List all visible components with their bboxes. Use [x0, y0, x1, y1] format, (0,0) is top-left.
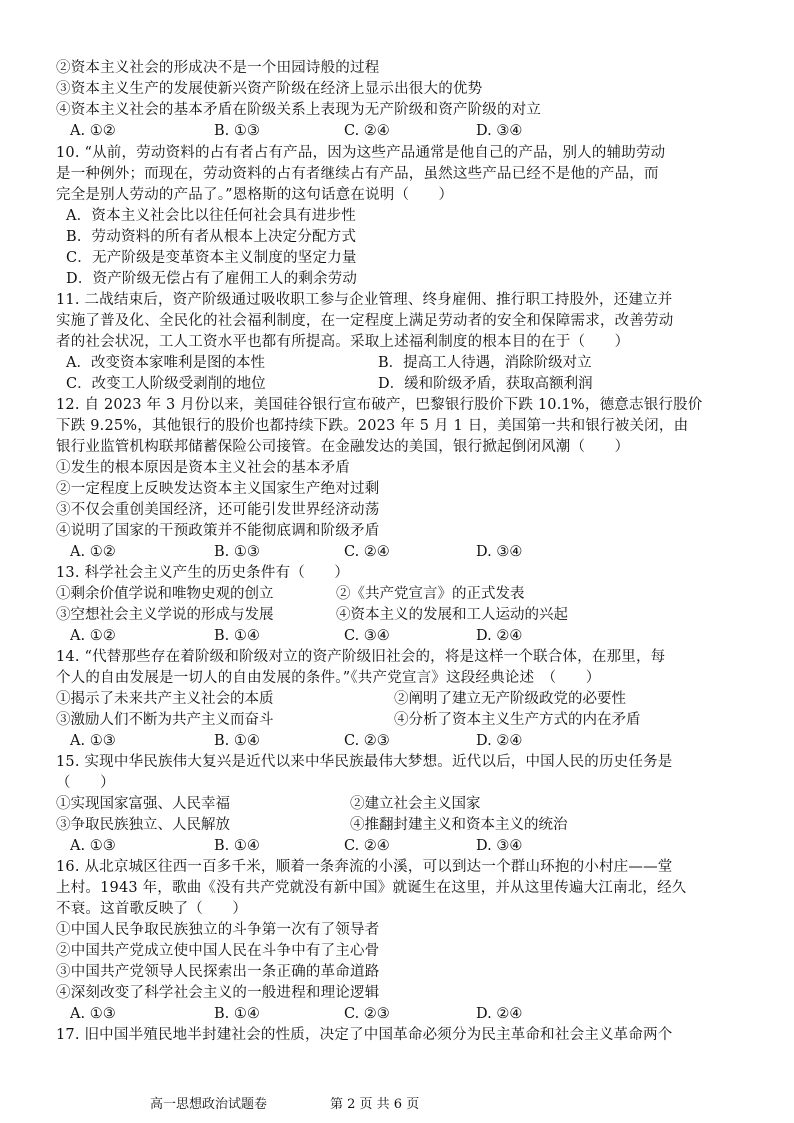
- q14-option-b[interactable]: B. ①④: [214, 733, 260, 749]
- q13-option-c[interactable]: C. ③④: [344, 628, 390, 644]
- q9-item-3: ③资本主义生产的发展使新兴资产阶级在经济上显示出很大的优势: [56, 81, 483, 97]
- q15-item-4: ④推翻封建主义和资本主义的统治: [350, 817, 568, 833]
- q12-stem-line-1: 12. 自 2023 年 3 月份以来，美国硅谷银行宣布破产，巴黎银行股价下跌 10.1%，德意志银行股价: [56, 397, 703, 413]
- q9-option-a[interactable]: A. ①②: [70, 123, 116, 139]
- q13-item-2: ②《共产党宣言》的正式发表: [336, 586, 525, 602]
- q10-stem-line-3: 完全是别人劳动的产品了。”恩格斯的这句话意在说明（ ）: [56, 187, 454, 203]
- q16-option-c[interactable]: C. ②③: [344, 1006, 390, 1022]
- q14-item-1: ①揭示了未来共产主义社会的本质: [56, 691, 274, 707]
- q16-item-1: ①中国人民争取民族独立的斗争第一次有了领导者: [56, 922, 380, 938]
- q13-stem: 13. 科学社会主义产生的历史条件有（ ）: [56, 565, 350, 581]
- q11-option-b[interactable]: B．提高工人待遇，消除阶级对立: [378, 355, 592, 371]
- q13-option-a[interactable]: A. ①②: [70, 628, 116, 644]
- q16-stem-line-1: 16. 从北京城区往西一百多千米，顺着一条奔流的小溪，可以到达一个群山环抱的小村庄——堂: [56, 859, 673, 875]
- q14-option-d[interactable]: D. ②④: [476, 733, 523, 749]
- q12-stem-line-2: 下跌 9.25%，其他银行的股价也都持续下跌。2023 年 5 月 1 日，美国第一共和银行被关闭，由: [56, 418, 689, 434]
- q12-option-b[interactable]: B. ①③: [214, 544, 260, 560]
- q11-option-c[interactable]: C．改变工人阶级受剥削的地位: [66, 376, 266, 392]
- q14-option-c[interactable]: C. ②③: [344, 733, 390, 749]
- q12-option-c[interactable]: C. ②④: [344, 544, 390, 560]
- q10-option-d[interactable]: D．资产阶级无偿占有了雇佣工人的剩余劳动: [66, 271, 358, 287]
- q15-option-c[interactable]: C. ②④: [344, 838, 390, 854]
- q15-option-b[interactable]: B. ①④: [214, 838, 260, 854]
- q16-item-3: ③中国共产党领导人民探索出一条正确的革命道路: [56, 964, 380, 980]
- q14-option-a[interactable]: A. ①③: [70, 733, 116, 749]
- q13-item-4: ④资本主义的发展和工人运动的兴起: [336, 607, 568, 623]
- footer-exam-title: 高一思想政治试题卷: [150, 1097, 268, 1112]
- q14-item-4: ④分析了资本主义生产方式的内在矛盾: [394, 712, 641, 728]
- q15-stem-line-1: 15. 实现中华民族伟大复兴是近代以来中华民族最伟大梦想。近代以后，中国人民的历史任务是: [56, 754, 673, 770]
- q16-item-4: ④深刻改变了科学社会主义的一般进程和理论逻辑: [56, 985, 380, 1001]
- q13-item-3: ③空想社会主义学说的形成与发展: [56, 607, 274, 623]
- q14-stem-line-2: 个人的自由发展是一切人的自由发展的条件。”《共产党宣言》这段经典论述 （ ）: [56, 670, 601, 686]
- q9-option-b[interactable]: B. ①③: [214, 123, 260, 139]
- q17-stem: 17. 旧中国半殖民地半封建社会的性质，决定了中国革命必须分为民主革命和社会主义革命两个: [56, 1027, 673, 1043]
- q10-option-c[interactable]: C．无产阶级是变革资本主义制度的坚定力量: [66, 250, 357, 266]
- q10-stem-line-1: 10. “从前，劳动资料的占有者占有产品，因为这些产品通常是他自己的产品，别人的辅助劳动: [56, 145, 666, 161]
- q11-option-a[interactable]: A．改变资本家唯利是图的本性: [66, 355, 265, 371]
- q11-option-d[interactable]: D．缓和阶级矛盾，获取高额利润: [378, 376, 593, 392]
- q14-stem-line-1: 14. “代替那些存在着阶级和阶级对立的资产阶级旧社会的，将是这样一个联合体，在那里，每: [56, 649, 666, 665]
- q12-item-2: ②一定程度上反映发达资本主义国家生产绝对过剩: [56, 481, 380, 497]
- q11-stem-line-1: 11. 二战结束后，资产阶级通过吸收职工参与企业管理、终身雇佣、推行职工持股外，还建立并: [56, 292, 673, 308]
- q16-option-a[interactable]: A. ①③: [70, 1006, 116, 1022]
- q13-option-d[interactable]: D. ②④: [476, 628, 523, 644]
- q15-item-3: ③争取民族独立、人民解放: [56, 817, 230, 833]
- q10-option-a[interactable]: A．资本主义社会比以往任何社会具有进步性: [66, 208, 356, 224]
- q13-option-b[interactable]: B. ①④: [214, 628, 260, 644]
- q9-item-2: ②资本主义社会的形成决不是一个田园诗般的过程: [56, 60, 380, 76]
- q14-item-2: ②阐明了建立无产阶级政党的必要性: [394, 691, 626, 707]
- q15-option-d[interactable]: D. ③④: [476, 838, 523, 854]
- q9-option-d[interactable]: D. ③④: [476, 123, 523, 139]
- q12-stem-line-3: 银行业监管机构联邦储蓄保险公司接管。在金融发达的美国，银行掀起倒闭风潮（ ）: [56, 439, 630, 455]
- q14-item-3: ③激励人们不断为共产主义而奋斗: [56, 712, 274, 728]
- q13-item-1: ①剩余价值学说和唯物史观的创立: [56, 586, 274, 602]
- footer-page-number: 第 2 页 共 6 页: [330, 1097, 420, 1112]
- q16-stem-line-3: 不衰。这首歌反映了（ ）: [56, 901, 248, 917]
- q15-option-a[interactable]: A. ①③: [70, 838, 116, 854]
- q9-option-c[interactable]: C. ②④: [344, 123, 390, 139]
- q10-stem-line-2: 是一种例外；而现在，劳动资料的占有者继续占有产品，虽然这些产品已经不是他的产品，而: [56, 166, 659, 182]
- q16-stem-line-2: 上村。1943 年，歌曲《没有共产党就没有新中国》就诞生在这里，并从这里传遍大江南北，经久: [56, 880, 687, 896]
- q15-item-1: ①实现国家富强、人民幸福: [56, 796, 230, 812]
- q11-stem-line-2: 实施了普及化、全民化的社会福利制度，在一定程度上满足劳动者的安全和保障需求，改善劳动: [56, 313, 674, 329]
- q12-option-a[interactable]: A. ①②: [70, 544, 116, 560]
- q12-item-1: ①发生的根本原因是资本主义社会的基本矛盾: [56, 460, 350, 476]
- q15-stem-line-2: （ ）: [56, 775, 115, 791]
- q15-item-2: ②建立社会主义国家: [350, 796, 481, 812]
- q12-item-3: ③不仅会重创美国经济，还可能引发世界经济动荡: [56, 502, 380, 518]
- q16-item-2: ②中国共产党成立使中国人民在斗争中有了主心骨: [56, 943, 380, 959]
- q12-item-4: ④说明了国家的干预政策并不能彻底调和阶级矛盾: [56, 523, 380, 539]
- q16-option-b[interactable]: B. ①④: [214, 1006, 260, 1022]
- q11-stem-line-3: 者的社会状况，工人工资水平也都有所提高。采取上述福利制度的根本目的在于（ ）: [56, 334, 630, 350]
- q12-option-d[interactable]: D. ③④: [476, 544, 523, 560]
- q10-option-b[interactable]: B．劳动资料的所有者从根本上决定分配方式: [66, 229, 357, 245]
- q9-item-4: ④资本主义社会的基本矛盾在阶级关系上表现为无产阶级和资产阶级的对立: [56, 102, 542, 118]
- q16-option-d[interactable]: D. ②④: [476, 1006, 523, 1022]
